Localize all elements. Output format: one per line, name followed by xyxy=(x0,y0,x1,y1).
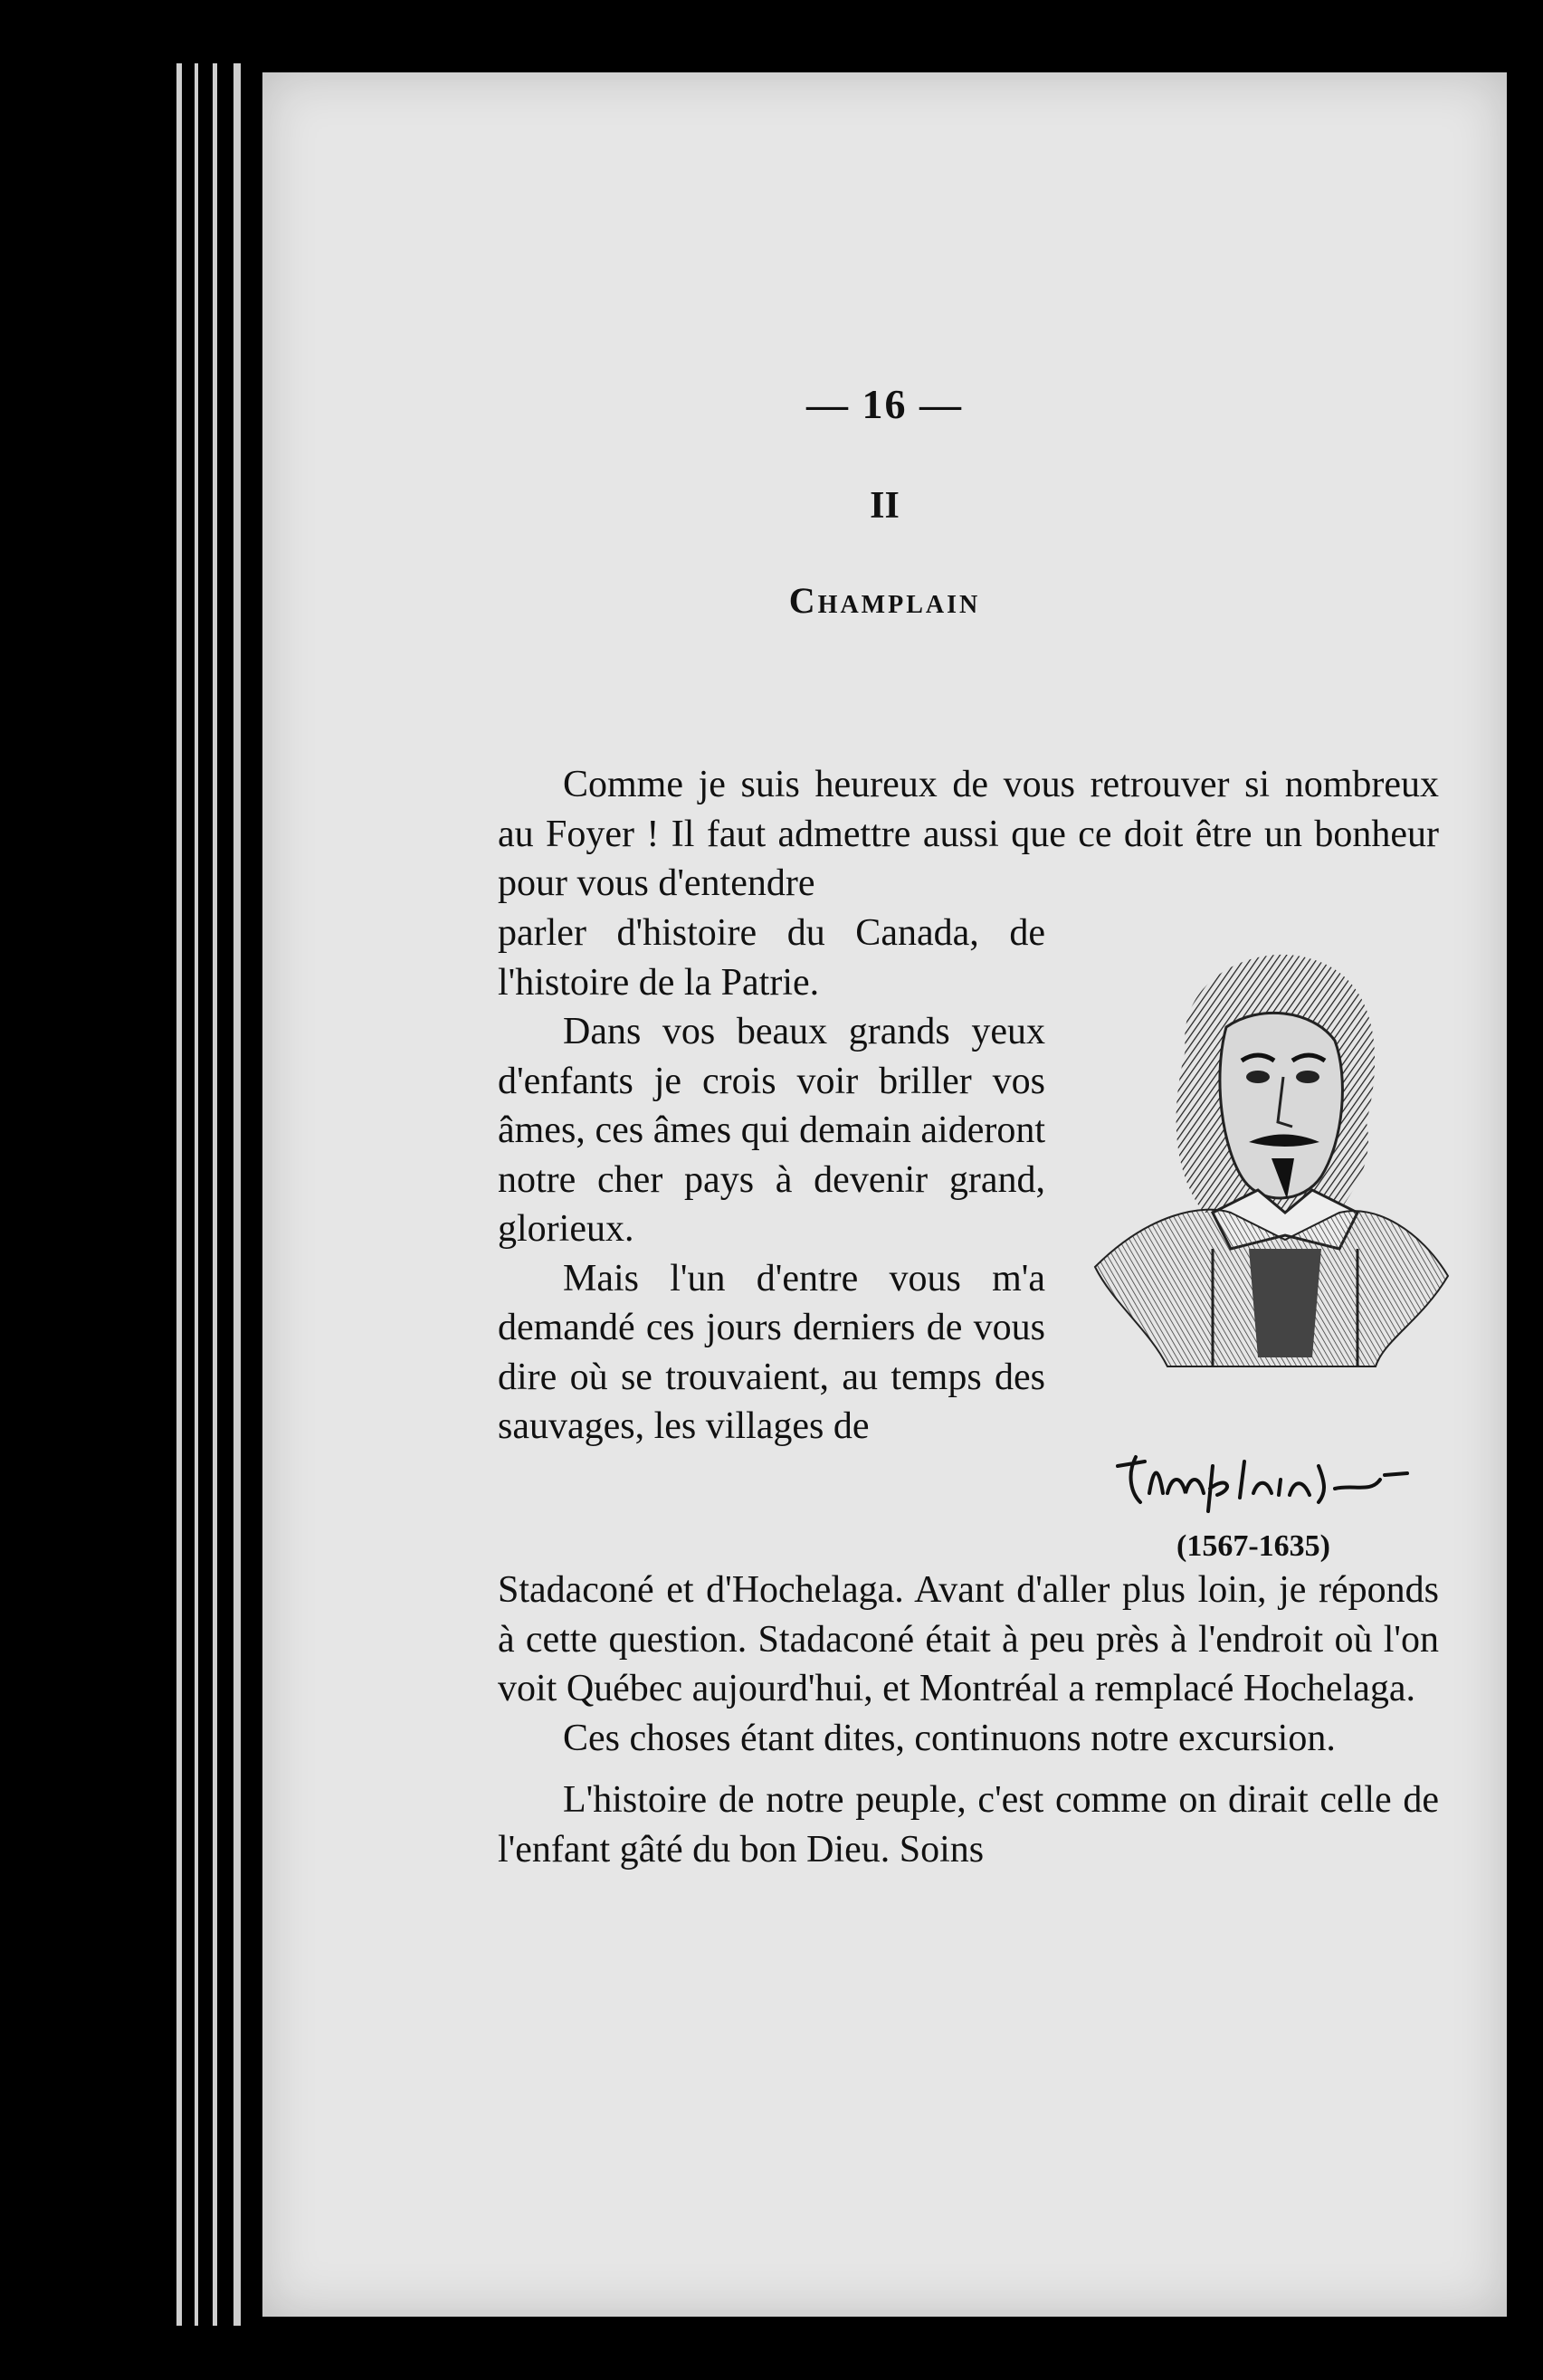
paragraph-1-continued: parler d'histoire du Canada, de l'histoire de la Patrie. xyxy=(498,912,1045,1004)
page-number: — 16 — xyxy=(806,381,963,427)
champlain-signature xyxy=(1109,1439,1425,1520)
portrait-dates: (1567-1635) xyxy=(1176,1529,1330,1563)
book-page xyxy=(262,72,1507,2317)
paragraph-1-text: Comme je suis heureux de vous retrouver si nombreux au Foyer ! Il faut admettre aussi que ce doit être un bonheur pour vous d'entendre xyxy=(498,764,1439,904)
champlain-portrait xyxy=(1077,941,1457,1421)
page-edge xyxy=(195,63,198,2326)
paragraph-4: Ces choses étant dites, continuons notre excursion. xyxy=(563,1717,1336,1759)
portrait-engraving-icon xyxy=(1077,941,1457,1421)
paragraph-1-narrow xyxy=(498,909,1045,1452)
paragraph-2: Dans vos beaux grands yeux d'enfants je crois voir briller vos âmes, ces âmes qui demain aideront notre cher pays à devenir grand, glorieux. xyxy=(498,1011,1045,1250)
page-edge xyxy=(233,63,241,2326)
paragraph-3-start: Mais l'un d'entre vous m'a demandé ces jours derniers de vous dire où se trouvaient, au temps des sauvages, les villages de xyxy=(498,1257,1045,1447)
paragraph-3-full xyxy=(498,1566,1439,1874)
page-edge xyxy=(213,63,217,2326)
chapter-number: II xyxy=(870,485,900,527)
page-edge xyxy=(176,63,182,2326)
signature-icon xyxy=(1109,1439,1425,1520)
paragraph-5: L'histoire de notre peuple, c'est comme on dirait celle de l'enfant gâté du bon Dieu. Soins xyxy=(498,1779,1439,1871)
paragraph-1-full xyxy=(498,760,1439,909)
paragraph-3-continued: Stadaconé et d'Hochelaga. Avant d'aller plus loin, je réponds à cette question. Stadaconé était à peu près à l'endroit où l'on voit Québec aujourd'hui, et Montréal a remplacé Hochelaga. xyxy=(498,1569,1439,1709)
chapter-title: Champlain xyxy=(788,580,981,621)
